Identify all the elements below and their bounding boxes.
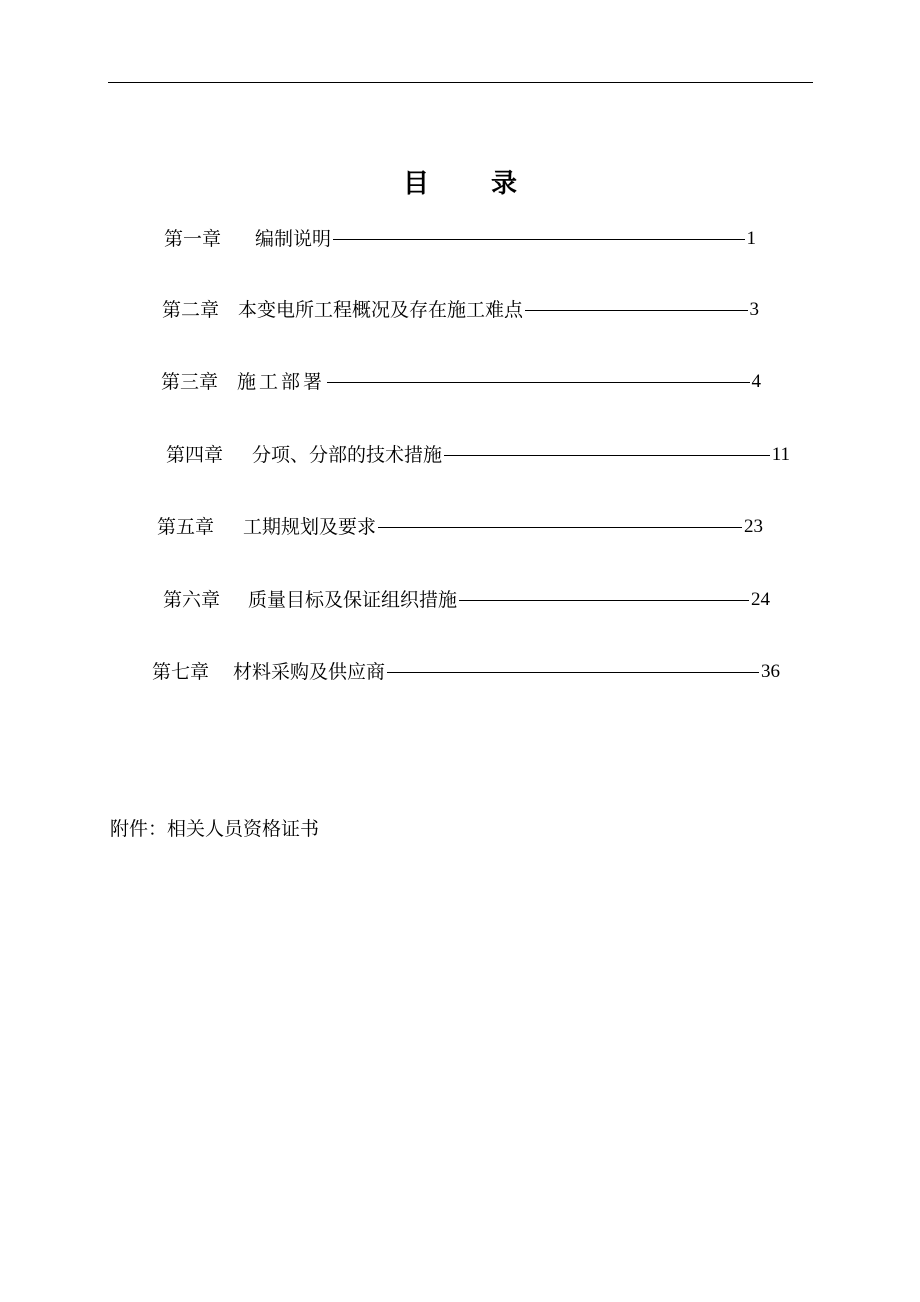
toc-page-number: 4: [751, 371, 761, 392]
toc-chapter-title: 工期规划及要求: [243, 516, 377, 538]
header-rule: [108, 82, 813, 83]
toc-page-number: 1: [746, 228, 756, 249]
title-char-2: 录: [491, 169, 518, 199]
toc-entry-7[interactable]: [152, 657, 780, 687]
toc-chapter-label: 第一章: [164, 228, 222, 250]
toc-leader: [378, 527, 742, 528]
toc-entry-1[interactable]: [164, 224, 756, 254]
title-char-1: 目: [402, 169, 429, 199]
toc-chapter-label: 第二章: [162, 299, 220, 321]
toc-entry-6[interactable]: [163, 585, 770, 615]
toc-entry-2[interactable]: [162, 295, 759, 325]
toc-leader: [525, 310, 747, 311]
toc-chapter-label: 第七章: [152, 661, 210, 683]
toc-chapter-title: 编制说明: [255, 228, 332, 250]
toc-chapter-title: 分项、分部的技术措施: [252, 444, 443, 466]
toc-page-number: 24: [751, 589, 770, 610]
toc-leader: [459, 600, 749, 601]
toc-entry-4[interactable]: [166, 440, 790, 470]
toc-chapter-title: 质量目标及保证组织措施: [248, 589, 458, 611]
toc-chapter-label: 第五章: [157, 516, 215, 538]
toc-leader: [444, 455, 770, 456]
toc-chapter-title: 本变电所工程概况及存在施工难点: [238, 299, 524, 321]
toc-page-number: 23: [744, 516, 763, 537]
toc-leader: [327, 382, 749, 383]
toc-chapter-label: 第四章: [166, 444, 224, 466]
toc-page-number: 3: [749, 299, 759, 320]
toc-leader: [333, 239, 744, 240]
toc-leader: [387, 672, 759, 673]
toc-entry-5[interactable]: [157, 512, 763, 542]
toc-page-number: 11: [771, 444, 790, 465]
toc-chapter-title: 材料采购及供应商: [233, 661, 386, 683]
page-title: [0, 166, 920, 202]
toc-chapter-label: 第六章: [163, 589, 221, 611]
toc-chapter-title: 施工部署: [237, 371, 326, 393]
toc-entry-3[interactable]: [161, 367, 761, 397]
attachment-note: 附件：相关人员资格证书: [110, 818, 320, 840]
toc-page-number: 36: [761, 661, 780, 682]
toc-chapter-label: 第三章: [161, 371, 219, 393]
